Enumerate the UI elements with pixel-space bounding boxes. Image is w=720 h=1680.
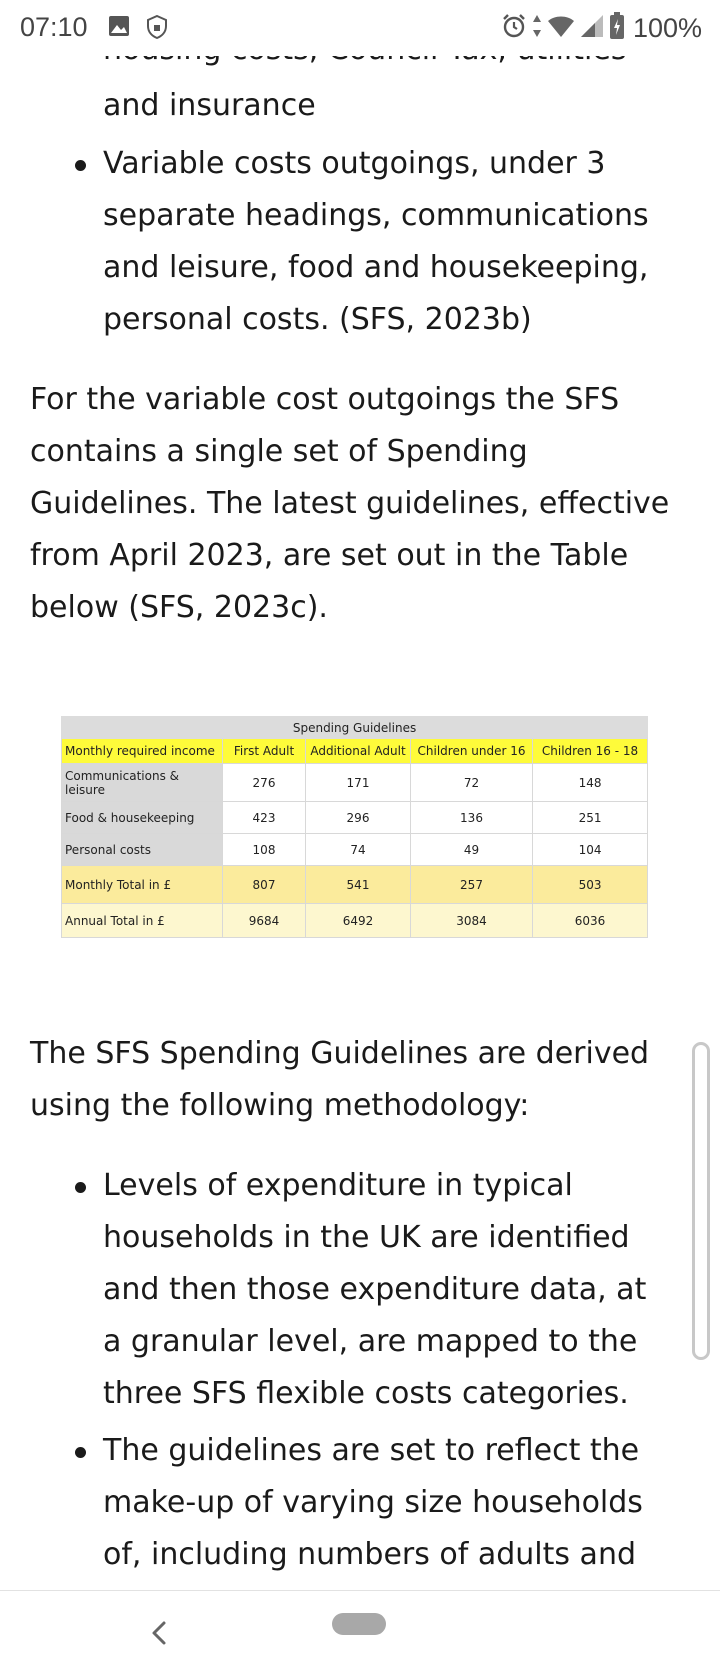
wifi-icon <box>547 13 575 43</box>
row-label: Communications & leisure <box>62 764 223 802</box>
bullet-dot <box>75 1447 86 1458</box>
bullet-expenditure-levels: Levels of expenditure in typical households in the UK are identified and then those expenditure data, at a granular level, are mapped to the three SFS flexible costs categories. <box>103 1168 647 1411</box>
table-row <box>62 834 648 866</box>
table-header: Monthly required income <box>62 739 223 764</box>
table-cell: 6492 <box>306 904 411 938</box>
battery-icon <box>609 12 625 44</box>
table-header-row <box>62 739 648 764</box>
table-cell: 49 <box>411 834 533 866</box>
table-header: Additional Adult <box>306 739 411 764</box>
navigation-bar <box>0 1590 720 1680</box>
alarm-icon <box>501 13 527 43</box>
row-label: Personal costs <box>62 834 223 866</box>
back-icon[interactable] <box>140 1613 180 1653</box>
table-cell: 6036 <box>533 904 648 938</box>
table-cell: 807 <box>223 866 306 904</box>
spending-guidelines-table-image <box>61 716 647 943</box>
status-bar <box>0 0 720 56</box>
scrollbar[interactable] <box>692 1042 710 1360</box>
table-cell: 104 <box>533 834 648 866</box>
bullet-1-tail: and insurance <box>103 88 316 123</box>
bullet-dot <box>75 1182 86 1193</box>
table-row-annual-total <box>62 904 648 938</box>
paragraph-methodology: The SFS Spending Guidelines are derived using the following methodology: <box>30 1036 650 1123</box>
signal-icon <box>579 13 605 43</box>
image-icon <box>108 15 130 43</box>
table-cell: 9684 <box>223 904 306 938</box>
table-cell: 503 <box>533 866 648 904</box>
table-cell: 171 <box>306 764 411 802</box>
table-cell: 541 <box>306 866 411 904</box>
table-cell: 423 <box>223 802 306 834</box>
shield-icon <box>146 15 168 43</box>
table-cell: 136 <box>411 802 533 834</box>
table-cell: 72 <box>411 764 533 802</box>
paragraph-variable-costs: For the variable cost outgoings the SFS contains a single set of Spending Guidelines. The latest guidelines, effective from April 2023, are set out in the Table below (SFS, 2023c). <box>30 382 670 625</box>
table-cell: 148 <box>533 764 648 802</box>
bullet-household-makeup: The guidelines are set to reflect the make-up of varying size households of, including numbers of adults and <box>103 1433 643 1572</box>
table-cell: 3084 <box>411 904 533 938</box>
table-row-monthly-total <box>62 866 648 904</box>
table-row <box>62 802 648 834</box>
table-title: Spending Guidelines <box>62 717 648 739</box>
spending-guidelines-table <box>61 716 648 938</box>
row-label: Annual Total in £ <box>62 904 223 938</box>
table-cell: 296 <box>306 802 411 834</box>
row-label: Food & housekeeping <box>62 802 223 834</box>
bullet-dot <box>75 160 86 171</box>
table-header: First Adult <box>223 739 306 764</box>
table-header: Children under 16 <box>411 739 533 764</box>
table-cell: 108 <box>223 834 306 866</box>
status-time: 07:10 <box>20 12 88 42</box>
table-row <box>62 764 648 802</box>
table-cell: 257 <box>411 866 533 904</box>
table-cell: 276 <box>223 764 306 802</box>
bullet-variable-costs: Variable costs outgoings, under 3 separate headings, communications and leisure, food and housekeeping, personal costs. (SFS, 2023b) <box>103 146 649 337</box>
row-label: Monthly Total in £ <box>62 866 223 904</box>
table-header: Children 16 - 18 <box>533 739 648 764</box>
table-cell: 74 <box>306 834 411 866</box>
data-arrows-icon <box>531 13 543 43</box>
home-pill-button[interactable] <box>332 1613 386 1635</box>
table-cell: 251 <box>533 802 648 834</box>
battery-percent: 100% <box>632 12 702 43</box>
